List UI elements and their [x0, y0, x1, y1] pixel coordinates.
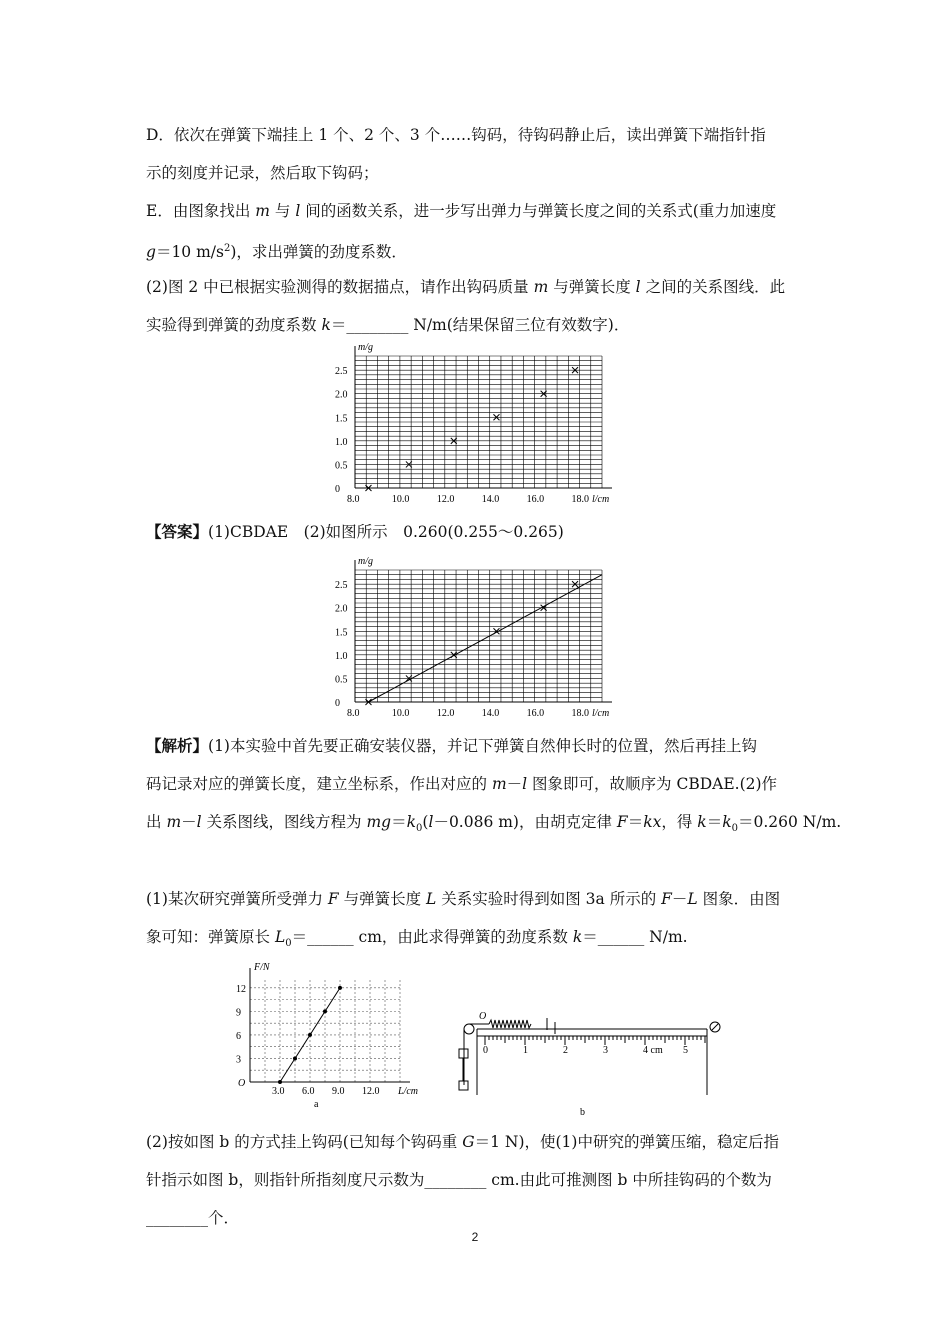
y-tick-label: 6 [236, 1030, 241, 1042]
ruler-label: 5 [683, 1045, 688, 1056]
ruler-scale [485, 1036, 705, 1045]
answer-figure-chart [320, 552, 620, 722]
y-tick-label: 2.5 [335, 580, 348, 592]
x-tick-label: 9.0 [332, 1086, 345, 1097]
ruler-label: 4 cm [643, 1045, 663, 1056]
figure-2-chart [320, 338, 620, 508]
x-tick-label: 10.0 [391, 494, 410, 505]
y-tick-label: 0.5 [335, 460, 348, 472]
ruler-label: 2 [563, 1045, 568, 1056]
data-point [338, 986, 342, 990]
x-tick-label: 6.0 [302, 1086, 315, 1097]
answer-line: 【答案】(1)CBDAE (2)如图所示 0.260(0.255～0.265) [146, 522, 564, 541]
step-d-line-1: D．依次在弹簧下端挂上 1 个、2 个、3 个……钩码，待钩码静止后，读出弹簧下端指针指 [146, 126, 766, 144]
step-e-line-2: g＝10 $m/s^2$)，求出弹簧的劲度系数． [146, 243, 407, 262]
origin-label: O [238, 1078, 246, 1089]
ruler-label: 3 [603, 1045, 608, 1056]
x-tick-label: 18.0 [571, 708, 590, 719]
y-axis-label: m/g [358, 342, 373, 353]
data-point [323, 1009, 327, 1013]
y-tick-label: 1.0 [335, 650, 348, 662]
data-point [308, 1033, 312, 1037]
x-tick-label: 10.0 [391, 708, 410, 719]
ruler-label: 0 [483, 1045, 488, 1056]
pulley-icon [464, 1024, 474, 1034]
x-tick-label: 16.0 [526, 708, 545, 719]
y-tick-label: 0.5 [335, 674, 348, 686]
x-tick-label: 8.0 [347, 494, 360, 505]
x-axis-label: L/cm [398, 1086, 418, 1097]
y-tick-label: 0 [335, 484, 340, 495]
m-l-fit-line-chart [320, 552, 620, 722]
question-2-line-2: 实验得到弹簧的劲度系数 k＝________ N/m(结果保留三位有效数字)． [146, 316, 630, 334]
f-l-chart [222, 952, 442, 1117]
figure-b-caption: b [580, 1107, 585, 1118]
x-tick-label: 12.0 [436, 494, 455, 505]
y-tick-label: 9 [236, 1007, 241, 1019]
analysis-label: 【解析】 [146, 736, 209, 755]
step-e-line-1: E．由图象找出 m 与 l 间的函数关系，进一步写出弹力与弹簧长度之间的关系式(重力加速度 [146, 202, 777, 220]
m-l-scatter-chart [320, 338, 620, 508]
figure-b-apparatus [455, 1005, 725, 1120]
x-axis-label: l/cm [592, 708, 610, 719]
y-axis-label: m/g [358, 556, 373, 567]
problem-2-q2-line-2: 针指示如图 b，则指针所指刻度尺示数为________ cm.由此可推测图 b 中所挂钩码的个数为 [146, 1171, 772, 1189]
x-tick-label: 18.0 [571, 494, 590, 505]
figure-a-caption: a [314, 1099, 319, 1110]
y-tick-label: 1.5 [335, 413, 348, 425]
step-d-line-2: 示的刻度并记录，然后取下钩码； [146, 164, 379, 182]
y-tick-label: 0 [335, 698, 340, 709]
x-tick-label: 12.0 [436, 708, 455, 719]
spring-ruler-apparatus [455, 1005, 725, 1120]
spring-icon [489, 1020, 531, 1028]
x-tick-label: 12.0 [362, 1086, 380, 1097]
problem-2-q2-line-1: (2)按如图 b 的方式挂上钩码(已知每个钩码重 G＝1 N)，使(1)中研究的弹簧压缩，稳定后指 [146, 1133, 779, 1151]
y-tick-label: 2.0 [335, 389, 348, 401]
y-tick-label: 2.0 [335, 603, 348, 615]
analysis-line-2: 码记录对应的弹簧长度，建立坐标系，作出对应的 m－l 图象即可，故顺序为 CBDAE.(2)作 [146, 775, 778, 793]
grid-lines [355, 570, 602, 702]
y-tick-label: 2.5 [335, 366, 348, 378]
y-axis-label: F/N [254, 962, 270, 973]
data-point [293, 1056, 297, 1060]
problem-2-line-2: 象可知：弹簧原长 $L_0=\_\_\_\_\_\_$ cm，由此求得弹簧的劲度系数 k＝______ N/m. [146, 928, 688, 950]
answer-label: 【答案】 [146, 522, 209, 541]
problem-2-q2-line-3: ________个． [146, 1209, 240, 1227]
grid-lines [250, 980, 400, 1082]
page-number: 2 [471, 1230, 479, 1244]
grid-lines [355, 356, 602, 488]
x-tick-label: 3.0 [272, 1086, 285, 1097]
problem-2-line-1: (1)某次研究弹簧所受弹力 F 与弹簧长度 L 关系实验时得到如图 3a 所示的 F－L 图象．由图 [146, 890, 781, 908]
question-2-line-1: (2)图 2 中已根据实验测得的数据描点，请作出钩码质量 m 与弹簧长度 l 之间的关系图线．此 [146, 278, 786, 296]
pointer-origin-label: O [479, 1011, 487, 1022]
x-tick-label: 8.0 [347, 708, 360, 719]
x-tick-label: 14.0 [481, 708, 500, 719]
y-tick-label: 3 [236, 1054, 241, 1066]
figure-a-chart [222, 952, 442, 1117]
x-axis-label: l/cm [592, 494, 610, 505]
x-tick-label: 14.0 [481, 494, 500, 505]
y-tick-label: 1.0 [335, 436, 348, 448]
x-tick-label: 16.0 [526, 494, 545, 505]
analysis-line-1: 【解析】(1)本实验中首先要正确安装仪器，并记下弹簧自然伸长时的位置，然后再挂上钩 [146, 736, 757, 755]
y-tick-label: 12 [236, 983, 246, 995]
y-tick-label: 1.5 [335, 627, 348, 639]
analysis-line-3: 出 m－l 关系图线，图线方程为 $mg=k_0(l-0.086$ m)，由胡克定律 F＝kx，得 $k=k_0=0.260$ N/m. [146, 813, 842, 835]
data-point [278, 1080, 282, 1084]
ruler-label: 1 [523, 1045, 528, 1056]
